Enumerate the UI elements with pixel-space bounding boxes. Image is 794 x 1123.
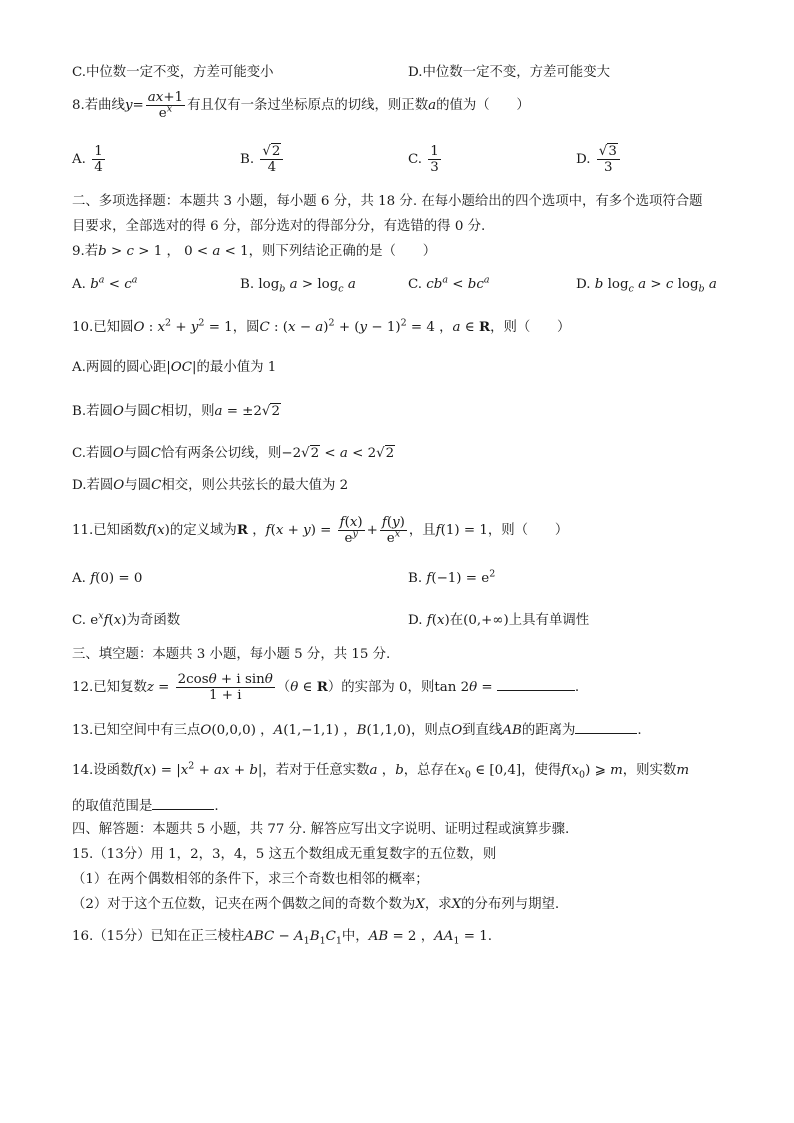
question-12: 12.已知复数z = $\frac{\text{2cosθ + i sinθ}}{1 + i}$ （θ ∈ R）的实部为 0，则tan 2θ = . [72,672,580,703]
q7-option-d: D.中位数一定不变，方差可能变大 [408,65,610,80]
q12-answer-blank[interactable] [497,677,575,691]
section-3-heading: 三、填空题：本题共 3 小题，每小题 5 分，共 15 分. [72,647,391,662]
question-14: 14.设函数$f(x) = |x^2$ + ax + b|，若对于任意实数a ，b，总存在$x_0$ ∈ [0,4]，使得$f(x_0)$ ⩾ m，则实数m [72,760,690,781]
q8-fraction: $\frac{ax+1}{e^x}$ [147,90,184,121]
q10-option-c: C.若圆O与圆C恰有两条公切线，则−2√2 < a < 2√2 [72,446,395,461]
q8-option-d: D. $\frac{√3}{3}$ [576,144,622,175]
q8-prefix: 8.若曲线 [72,98,125,113]
question-15-part1: （1）在两个偶数相邻的条件下，求三个奇数也相邻的概率； [72,872,429,887]
question-11: 11.已知函数f(x)的定义域为R ，f(x + y) = $\frac{f(x)}{e^y}$ + $\frac{f(y)}{e^x}$ ，且f(1) = 1，则（ ） [72,515,569,546]
q8-suffix: 有且仅有一条过坐标原点的切线，则正数 [187,98,429,113]
q8-tail: 的值为（ ） [436,98,530,113]
section-4-heading: 四、解答题：本题共 5 小题，共 77 分. 解答应写出文字说明、证明过程或演算步骤. [72,822,570,837]
q14-answer-blank[interactable] [152,796,214,810]
question-15: 15.（13分）用 1，2，3，4，5 这五个数组成无重复数字的五位数，则 [72,847,497,862]
question-10: 10.已知圆O : $x^2 + y^2 = 1$，圆C : $(x - a)^2 + (y - 1)^2 = 4$ ，a ∈ R，则（ ） [72,317,571,335]
section-2-heading-line1: 二、多项选择题：本题共 3 小题，每小题 6 分，共 18 分. 在每小题给出的四个选项中，有多个选项符合题 [72,194,703,209]
q11-option-c: C. $e^xf(x)$为奇函数 [72,610,181,628]
q11-option-a: A. f(0) = 0 [72,571,143,586]
section-2-heading-line2: 目要求，全部选对的得 6 分，部分选对的得部分分，有选错的得 0 分. [72,219,486,234]
q10-option-d: D.若圆O与圆C相交，则公共弦长的最大值为 2 [72,478,349,493]
q8-option-c: C. $\frac{1}{3}$ [408,144,439,175]
q9-option-b: B. $\log_b a > \log_c a$ [240,277,356,295]
question-13: 13.已知空间中有三点O(0,0,0) ，A(1,−1,1) ，B(1,1,0)，则点O到直线AB的距离为 . [72,720,642,740]
q7-option-c: C.中位数一定不变，方差可能变小 [72,65,274,80]
q8-option-b: B. $\frac{√2}{4}$ [240,144,285,175]
q10-option-a: A.两圆的圆心距|OC|的最小值为 1 [72,360,277,375]
q9-option-c: C. $cb^a < bc^a$ [408,274,490,292]
question-9: 9.若b > c > 1 ， 0 < a < 1，则下列结论正确的是（ ） [72,244,437,259]
q11-option-d: D. f(x)在(0,+∞)上具有单调性 [408,613,590,628]
question-16: 16.（15分）已知在正三棱柱ABC − $A_1B_1C_1$中，AB = 2 ，$AA_1 = 1$. [72,929,493,947]
q8-option-a: A. $\frac{1}{4}$ [72,144,103,175]
q10-option-b: B.若圆O与圆C相切，则a = ±2√2 [72,404,280,419]
q13-answer-blank[interactable] [575,720,637,734]
question-15-part2: （2）对于这个五位数，记夹在两个偶数之间的奇数个数为X，求X的分布列与期望. [72,897,560,912]
question-14-line2: 的取值范围是 . [72,796,219,816]
q9-option-d: D. b $\log_c a > c$ $\log_b a$ [576,277,717,295]
q11-option-b: B. $f(-1) = e^2$ [408,568,496,586]
question-8: 8.若曲线y= $\frac{ax+1}{e^x}$ 有且仅有一条过坐标原点的切线，则正数a的值为（ ） [72,90,530,121]
q9-option-a: A. $b^a < c^a$ [72,274,138,292]
